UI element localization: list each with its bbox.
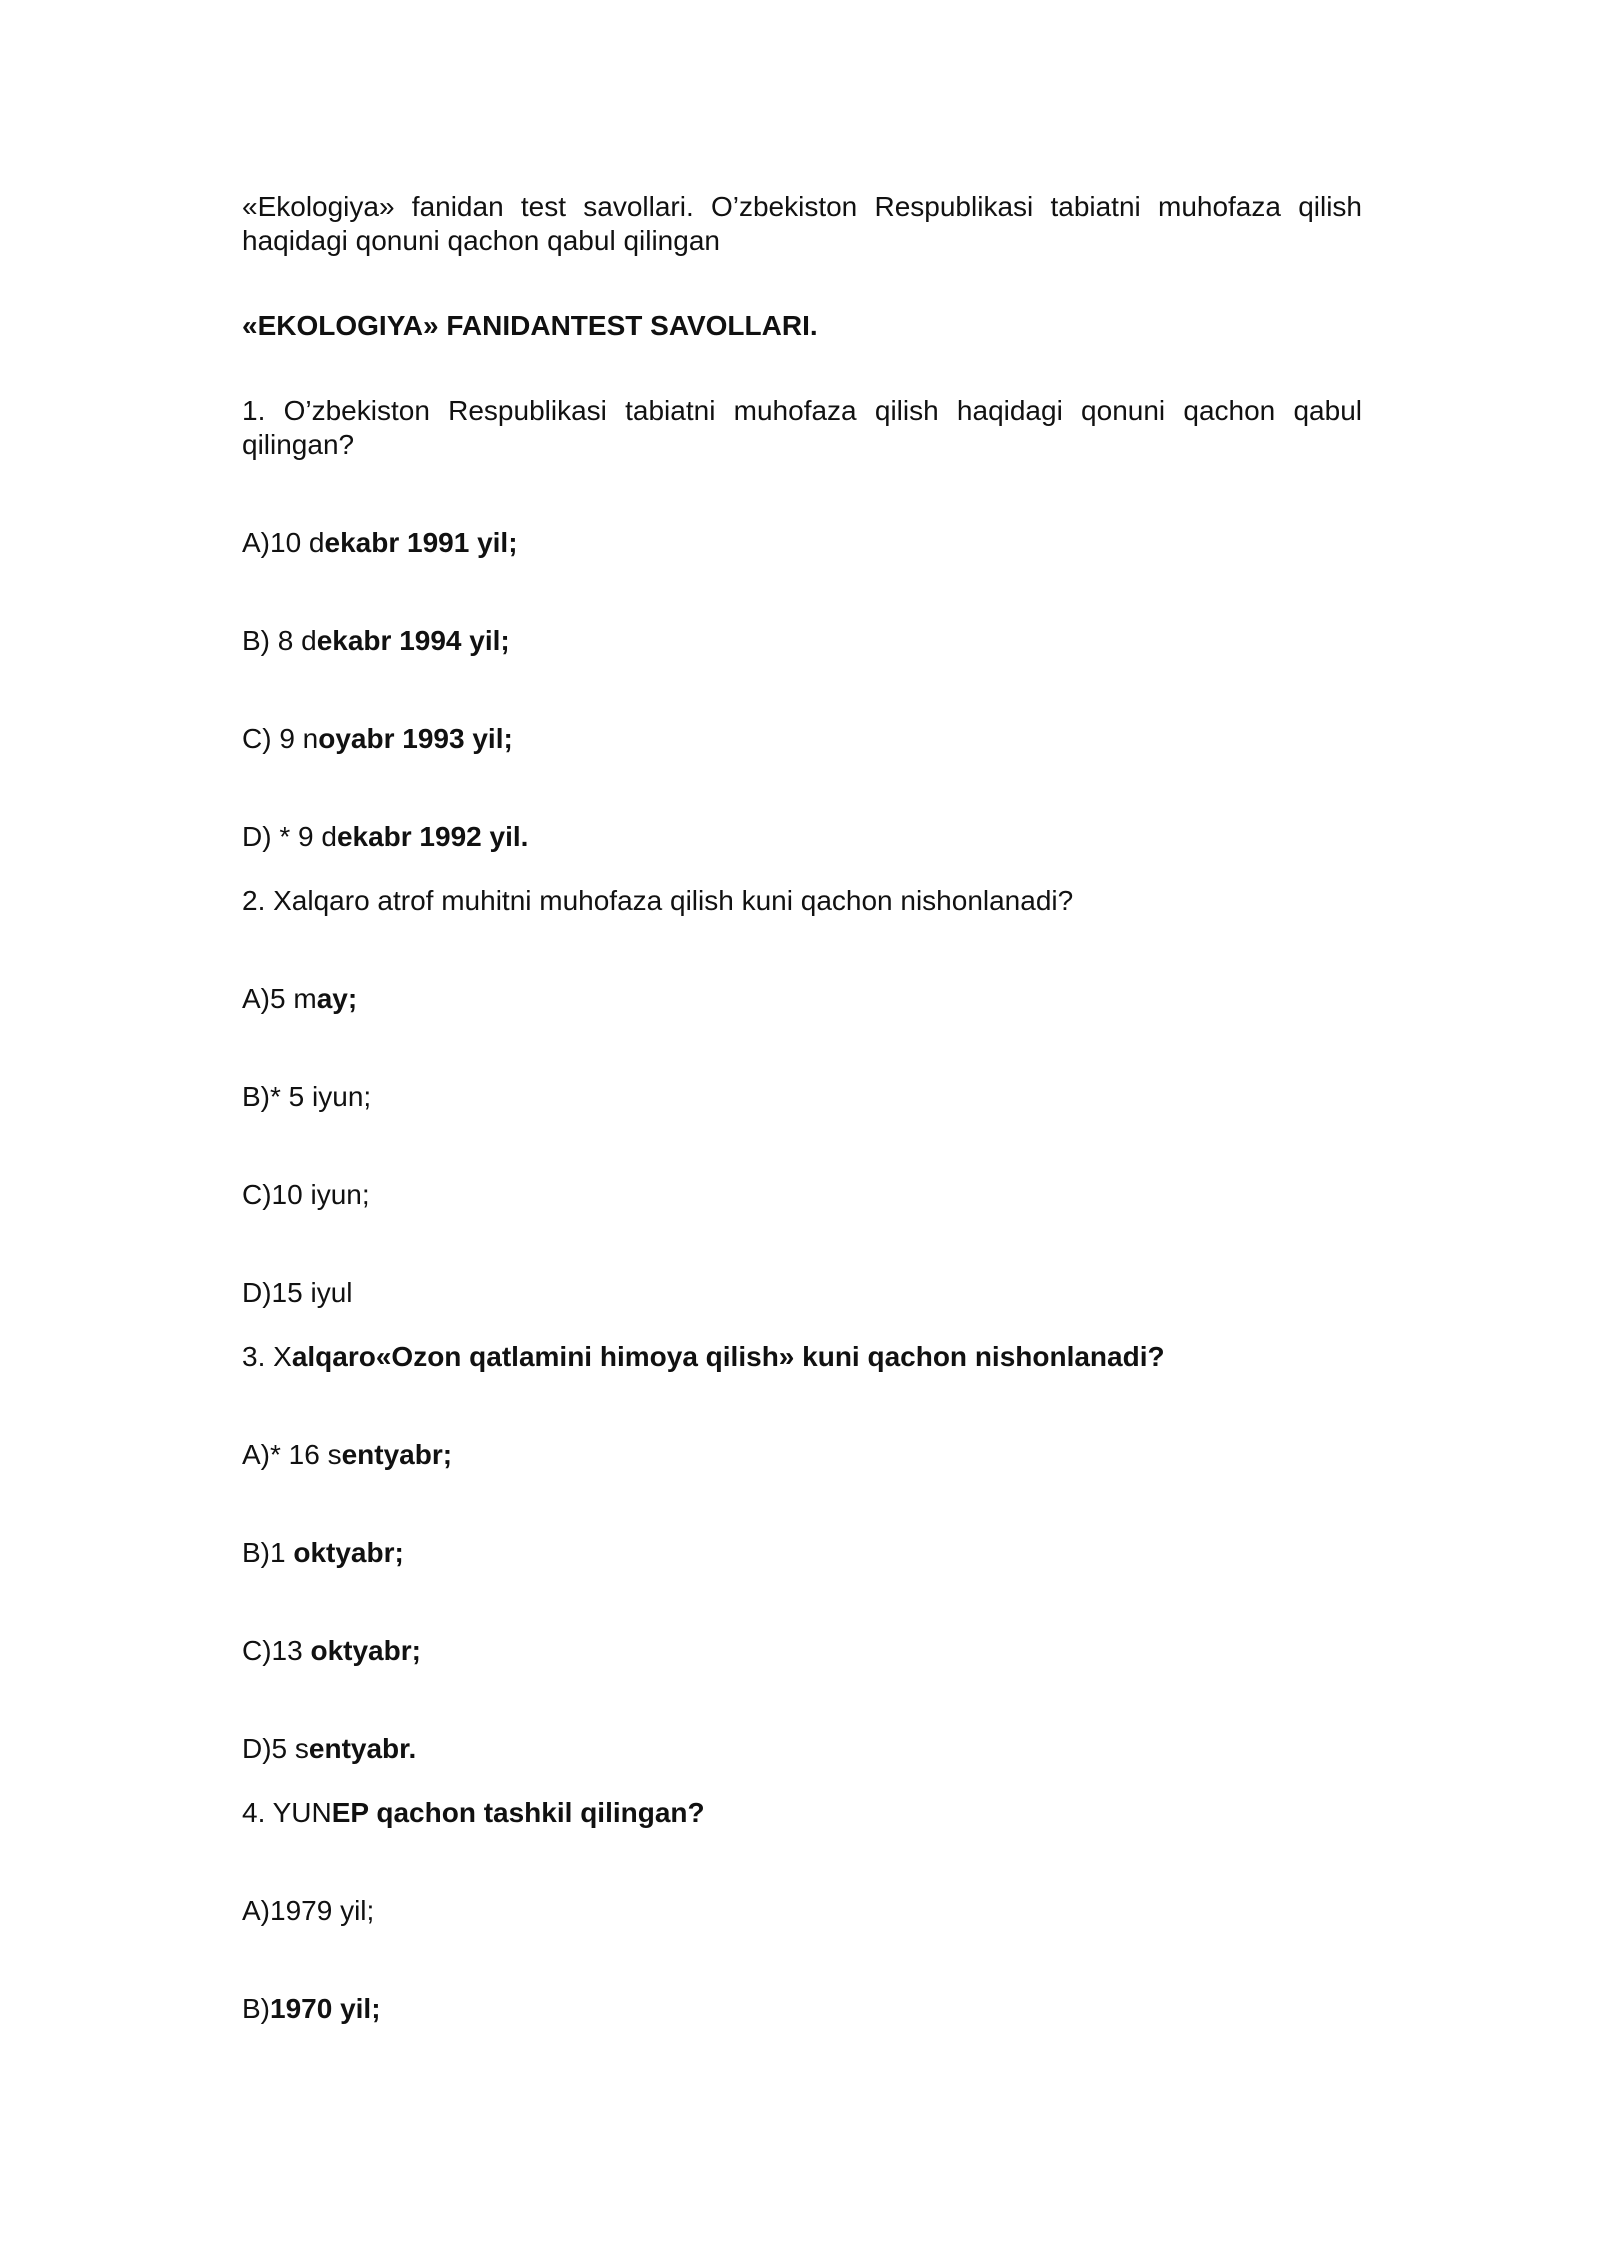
option-c: C)10 iyun; (242, 1179, 370, 1210)
question-text: 4. YUNEP qachon tashkil qilingan? (242, 1797, 705, 1828)
option-c: C)13 oktyabr; (242, 1635, 421, 1666)
question-3 (242, 1340, 1362, 1766)
option-d: D) * 9 dekabr 1992 yil. (242, 821, 529, 852)
option-b: B) 8 dekabr 1994 yil; (242, 625, 510, 656)
question-text: 3. Xalqaro«Ozon qatlamini himoya qilish» kuni qachon nishonlanadi? (242, 1341, 1165, 1372)
option-b: B)1 oktyabr; (242, 1537, 404, 1568)
option-a: A)* 16 sentyabr; (242, 1439, 453, 1470)
option-c: C) 9 noyabr 1993 yil; (242, 723, 513, 754)
document-page (242, 190, 1362, 2026)
question-text: 1. O’zbekiston Respublikasi tabiatni muhofaza qilish haqidagi qonuni qachon qabul qilingan? (242, 395, 1362, 460)
option-d: D)15 iyul (242, 1277, 353, 1308)
test-heading: «EKOLOGIYA» FANIDANTEST SAVOLLARI. (242, 310, 818, 341)
intro-paragraph: «Ekologiya» fanidan test savollari. O’zbekiston Respublikasi tabiatni muhofaza qilish haqidagi qonuni qachon qabul qilingan (242, 191, 1362, 256)
option-d: D)5 sentyabr. (242, 1733, 417, 1764)
option-a: A)1979 yil; (242, 1895, 375, 1926)
question-4 (242, 1796, 1362, 2026)
question-text: 2. Xalqaro atrof muhitni muhofaza qilish kuni qachon nishonlanadi? (242, 885, 1074, 916)
question-2 (242, 884, 1362, 1310)
option-a: A)10 dekabr 1991 yil; (242, 527, 518, 558)
question-1 (242, 394, 1362, 854)
option-b: B)* 5 iyun; (242, 1081, 372, 1112)
option-b: B)1970 yil; (242, 1993, 381, 2024)
option-a: A)5 may; (242, 983, 358, 1014)
